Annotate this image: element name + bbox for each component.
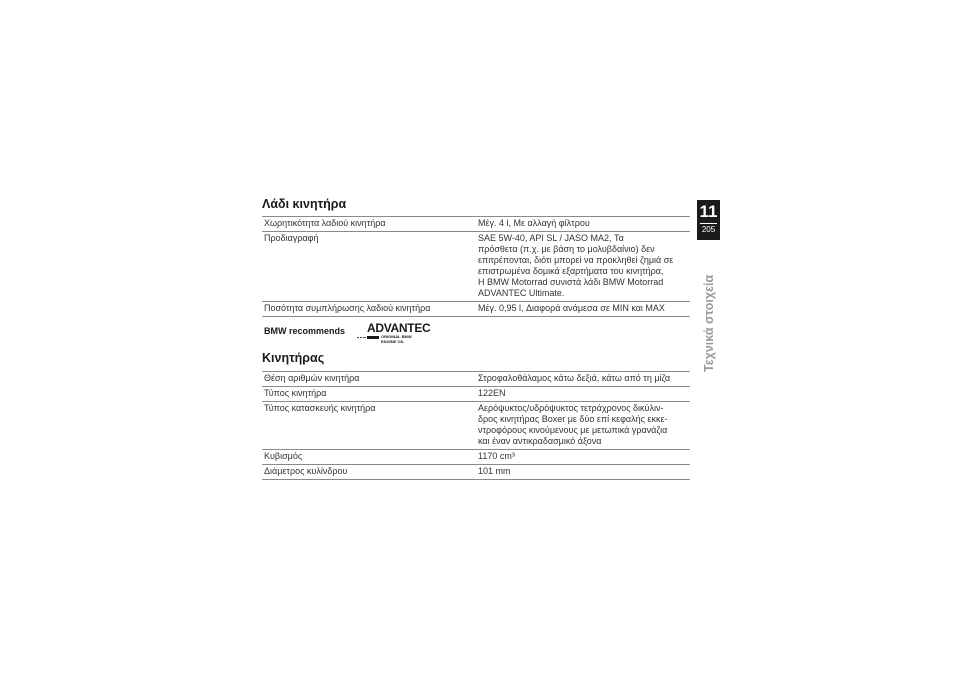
spec-value: SAE 5W-40, API SL / JASO MA2, Τα πρόσθετα (π.χ. με βάση το μολυβδαίνιο) δεν επιτρέπονται, διότι μπορεί να προκληθεί ζημιά σε επιστρωμένα δομικά εξαρτήματα του κινητήρα, Η BMW Motorrad συνιστά λάδι BMW Motorrad ADVANTEC Ultimate. xyxy=(476,232,690,302)
chapter-marker xyxy=(697,200,720,240)
table-row xyxy=(262,465,690,480)
spec-label: Θέση αριθμών κινητήρα xyxy=(262,372,476,387)
engine-oil-title: Λάδι κινητήρα xyxy=(262,197,347,211)
table-row xyxy=(262,402,690,450)
table-row xyxy=(262,217,690,232)
engine-title: Κινητήρας xyxy=(262,351,325,365)
spec-label: Ποσότητα συμπλήρωσης λαδιού κινητήρα xyxy=(262,302,476,317)
advantec-logo xyxy=(357,321,431,344)
spec-label: Τύπος κινητήρα xyxy=(262,387,476,402)
logo-sub-text: ORIGINAL BMW ENGINE OIL xyxy=(381,334,412,344)
logo-main-text: ADVANTEC xyxy=(367,321,431,335)
engine-table xyxy=(262,371,690,480)
spec-value: Μέγ. 4 l, Με αλλαγή φίλτρου xyxy=(476,217,690,232)
spec-value: Αερόψυκτος/υδρόψυκτος τετράχρονος δικύλιν- δρος κινητήρας Boxer με δύο επί κεφαλής εκκε- ντροφόρους κινούμενους με μετωπικά γρανάζια και έναν αντικραδασμικό άξονα xyxy=(476,402,690,450)
table-row xyxy=(262,302,690,317)
advantec-logo-icon xyxy=(357,335,379,340)
chapter-tab-label: Τεχνικά στοιχεία xyxy=(702,274,716,372)
bmw-recommends xyxy=(264,321,431,344)
spec-label: Προδιαγραφή xyxy=(262,232,476,302)
spec-label: Τύπος κατασκευής κινητήρα xyxy=(262,402,476,450)
chapter-number: 11 xyxy=(699,202,718,221)
spec-label: Χωρητικότητα λαδιού κινητήρα xyxy=(262,217,476,232)
table-row xyxy=(262,450,690,465)
table-row xyxy=(262,372,690,387)
spec-value: 1170 cm³ xyxy=(476,450,690,465)
spec-label: Διάμετρος κυλίνδρου xyxy=(262,465,476,480)
recommends-text: BMW recommends xyxy=(264,326,346,336)
spec-label: Κυβισμός xyxy=(262,450,476,465)
spec-value: 122EN xyxy=(476,387,690,402)
engine-oil-table xyxy=(262,216,690,317)
chapter-side-tab xyxy=(698,262,720,372)
spec-value: Στροφαλοθάλαμος κάτω δεξιά, κάτω από τη μίζα xyxy=(476,372,690,387)
table-row xyxy=(262,387,690,402)
table-row xyxy=(262,232,690,302)
page-number: 205 xyxy=(701,225,716,234)
spec-value: Μέγ. 0,95 l, Διαφορά ανάμεσα σε MIN και MAX xyxy=(476,302,690,317)
spec-value: 101 mm xyxy=(476,465,690,480)
